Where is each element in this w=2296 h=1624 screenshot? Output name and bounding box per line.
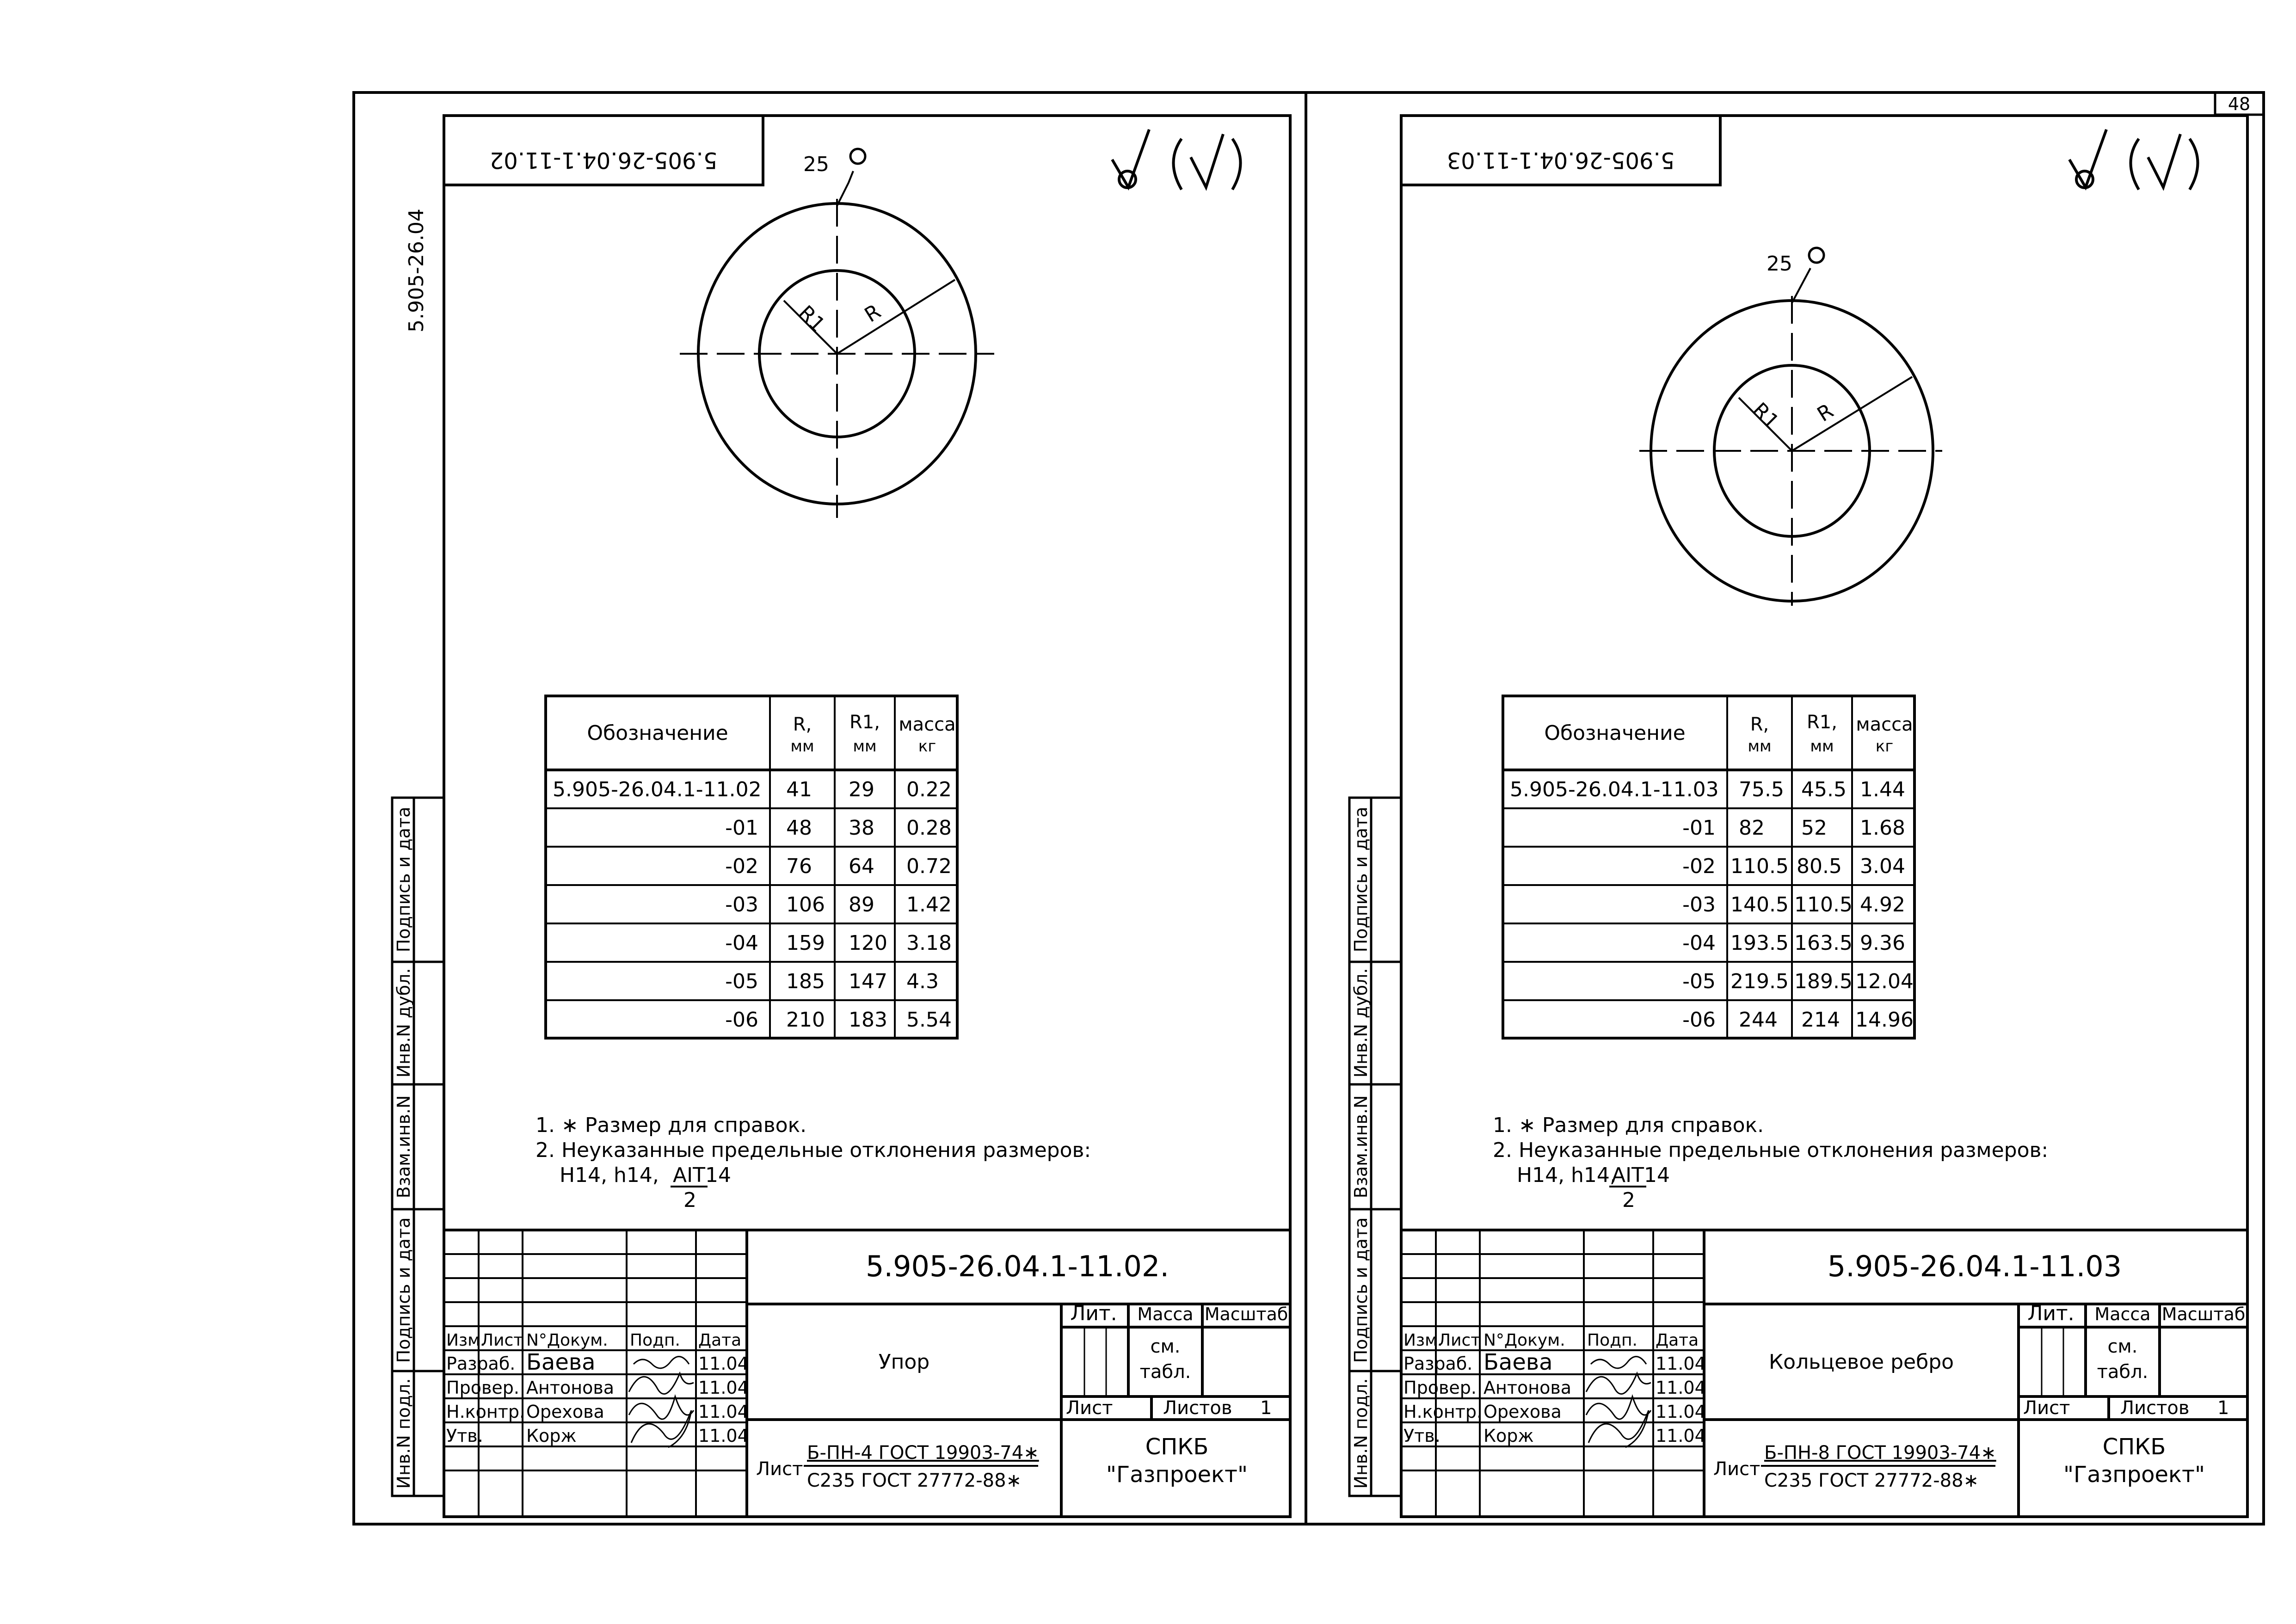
col-doc: N°Докум. (1483, 1331, 1565, 1350)
drawing-1-code-rotated: 5.905-26.04.1-11.02 (489, 147, 718, 173)
side-cell: Подпись и дата (1351, 806, 1371, 953)
role: Утв. (1403, 1426, 1440, 1446)
table-header-mass: масса (1856, 714, 1913, 735)
drawing-name: Упор (878, 1350, 930, 1374)
table-cell: -02 (725, 855, 758, 878)
table-cell: 38 (849, 816, 874, 840)
col-date: Дата (1656, 1331, 1699, 1350)
side-cell: Подпись и дата (1351, 1217, 1371, 1363)
table-cell: 4.3 (906, 970, 939, 993)
col-list: Лист (481, 1331, 523, 1350)
person-name: Антонова (526, 1378, 614, 1398)
note-tolerance-numerator: AIT14 (1612, 1163, 1670, 1187)
table-cell: 1.68 (1860, 816, 1905, 840)
table-cell: 140.5 (1730, 893, 1789, 917)
table-cell: 48 (786, 816, 812, 840)
table-cell: 89 (849, 893, 874, 917)
role: Н.контр. (446, 1402, 525, 1422)
side-code: 5.905-26.04 (405, 209, 428, 332)
material-line-1: Б-ПН-8 ГОСТ 19903-74∗ (1764, 1442, 1996, 1464)
org-name-2: "Газпроект" (1106, 1462, 1248, 1488)
sheet-label: Лист (2023, 1397, 2070, 1419)
person-name: Баева (1483, 1349, 1553, 1375)
material-line-2: С235 ГОСТ 27772-88∗ (807, 1470, 1022, 1491)
scale-label: Масштаб (2161, 1304, 2246, 1324)
mass-label: Масса (1137, 1304, 1194, 1324)
table-cell: 5.54 (906, 1008, 952, 1032)
note-1: 1. ∗ Размер для справок. (1493, 1113, 1764, 1137)
role: Утв. (446, 1426, 483, 1446)
table-cell: -01 (725, 816, 758, 840)
table-cell: 12.04 (1855, 970, 1914, 993)
material-line-2: С235 ГОСТ 27772-88∗ (1764, 1470, 1979, 1491)
sheet-label: Лист (1066, 1397, 1113, 1419)
table-cell: 110.5 (1730, 855, 1789, 878)
table-cell: -02 (1682, 855, 1716, 878)
table-cell: 3.18 (906, 931, 952, 955)
drawing-1-label-R: R (860, 299, 885, 327)
table-cell: 159 (786, 931, 825, 955)
table-cell: 189.5 (1794, 970, 1853, 993)
table-cell: -06 (725, 1008, 758, 1032)
role: Разраб. (1403, 1353, 1473, 1374)
material-line-1: Б-ПН-4 ГОСТ 19903-74∗ (807, 1442, 1039, 1464)
sheet-number: 48 (2228, 94, 2251, 114)
table-cell: 1.42 (906, 893, 952, 917)
table-cell: 163.5 (1794, 931, 1853, 955)
table-cell: -06 (1682, 1008, 1716, 1032)
table-cell: -04 (725, 931, 758, 955)
table-cell: 120 (849, 931, 887, 955)
sign-date: 11.04 (1656, 1426, 1706, 1446)
role: Разраб. (446, 1353, 516, 1374)
table-cell: -01 (1682, 816, 1716, 840)
role: Н.контр. (1403, 1402, 1483, 1422)
table-cell: 14.96 (1855, 1008, 1914, 1032)
col-sign: Подп. (630, 1331, 680, 1350)
table-header-R1-unit: мм (1810, 737, 1834, 756)
col-list: Лист (1438, 1331, 1481, 1350)
material-label: Лист (756, 1458, 803, 1480)
side-cell: Взам.инв.N (394, 1095, 414, 1199)
table-header-R1: R1, (849, 712, 880, 733)
table-cell: 75.5 (1739, 778, 1784, 801)
note-2: 2. Неуказанные предельные отклонения размеров: (1493, 1138, 2049, 1162)
drawing-code: 5.905-26.04.1-11.03 (1827, 1249, 2122, 1283)
role: Провер. (446, 1378, 519, 1398)
lit-label: Лит. (2027, 1302, 2074, 1325)
table-header-R-unit: мм (1748, 737, 1772, 756)
table-cell: 3.04 (1860, 855, 1905, 878)
mass-value-1: см. (2107, 1336, 2138, 1357)
note-tolerance-denominator: 2 (1622, 1188, 1635, 1212)
col-sign: Подп. (1587, 1331, 1637, 1350)
note-tolerance-numerator: AIT14 (673, 1163, 731, 1187)
table-cell: -03 (1682, 893, 1716, 917)
table-cell: 0.22 (906, 778, 952, 801)
table-cell: 29 (849, 778, 874, 801)
sign-date: 11.04 (1656, 1353, 1706, 1374)
side-cell: Инв.N дубл. (394, 968, 414, 1078)
note-1: 1. ∗ Размер для справок. (536, 1113, 807, 1137)
table-cell: 82 (1739, 816, 1765, 840)
side-cell: Взам.инв.N (1351, 1095, 1371, 1199)
lit-label: Лит. (1070, 1302, 1117, 1325)
drawing-name: Кольцевое ребро (1768, 1350, 1954, 1374)
table-cell: 185 (786, 970, 825, 993)
drawing-2-code-rotated: 5.905-26.04.1-11.03 (1447, 147, 1675, 173)
note-2: 2. Неуказанные предельные отклонения размеров: (536, 1138, 1091, 1162)
table-header-designation: Обозначение (587, 721, 728, 745)
table-header-mass: масса (899, 714, 956, 735)
side-cell: Подпись и дата (394, 806, 414, 953)
sheets-label: Листов (2120, 1397, 2190, 1419)
table-cell: 183 (849, 1008, 887, 1032)
note-tolerance-denominator: 2 (683, 1188, 696, 1212)
drawing-1-roughness-value: 25 (803, 153, 829, 176)
table-cell: 1.44 (1860, 778, 1905, 801)
sheets-label: Листов (1163, 1397, 1232, 1419)
scale-label: Масштаб (1204, 1304, 1288, 1324)
person-name: Корж (526, 1426, 577, 1446)
role: Провер. (1403, 1378, 1477, 1398)
mass-label: Масса (2094, 1304, 2151, 1324)
side-cell: Подпись и дата (394, 1217, 414, 1363)
table-cell: -03 (725, 893, 758, 917)
mass-value-2: табл. (1139, 1361, 1191, 1383)
org-name-2: "Газпроект" (2063, 1462, 2205, 1488)
table-cell: 41 (786, 778, 812, 801)
sign-date: 11.04 (698, 1353, 749, 1374)
table-header-R: R, (793, 714, 812, 735)
person-name: Антонова (1483, 1378, 1571, 1398)
drawing-code: 5.905-26.04.1-11.02. (865, 1249, 1170, 1283)
table-header-mass-unit: кг (1875, 737, 1894, 756)
side-cell: Инв.N дубл. (1351, 968, 1371, 1078)
table-cell: 45.5 (1801, 778, 1847, 801)
col-date: Дата (698, 1331, 742, 1350)
table-cell: 76 (786, 855, 812, 878)
sheets-value: 1 (2217, 1397, 2229, 1419)
org-name-1: СПКБ (1145, 1434, 1209, 1460)
person-name: Баева (526, 1349, 596, 1375)
table-cell: 210 (786, 1008, 825, 1032)
sign-date: 11.04 (698, 1402, 749, 1422)
table-cell: -05 (1682, 970, 1716, 993)
table-header-R1: R1, (1807, 712, 1837, 733)
table-cell: 0.28 (906, 816, 952, 840)
table-header-R-unit: мм (790, 737, 814, 756)
table-header-mass-unit: кг (918, 737, 936, 756)
sheets-value: 1 (1260, 1397, 1272, 1419)
note-tolerance-prefix: H14, h14, (1517, 1163, 1616, 1187)
mass-value-2: табл. (2097, 1361, 2148, 1383)
mass-value-1: см. (1150, 1336, 1181, 1357)
table-header-designation: Обозначение (1544, 721, 1686, 745)
col-izm: Изм. (1403, 1331, 1443, 1350)
table-cell: 244 (1739, 1008, 1778, 1032)
org-name-1: СПКБ (2102, 1434, 2166, 1460)
table-cell: 4.92 (1860, 893, 1905, 917)
table-header-R1-unit: мм (853, 737, 877, 756)
drawing-2-label-R: R (1813, 399, 1838, 427)
sign-date: 11.04 (698, 1378, 749, 1398)
person-name: Корж (1483, 1426, 1534, 1446)
table-cell: 193.5 (1730, 931, 1789, 955)
table-header-R: R, (1750, 714, 1769, 735)
material-label: Лист (1713, 1458, 1760, 1480)
person-name: Орехова (526, 1402, 604, 1422)
table-cell: 147 (849, 970, 887, 993)
drawing-1-label-R1: R1 (794, 301, 830, 337)
person-name: Орехова (1483, 1402, 1562, 1422)
table-cell: -04 (1682, 931, 1716, 955)
sign-date: 11.04 (1656, 1378, 1706, 1398)
table-cell: 219.5 (1730, 970, 1789, 993)
table-cell: 106 (786, 893, 825, 917)
table-cell: 110.5 (1794, 893, 1853, 917)
table-cell: 52 (1801, 816, 1827, 840)
table-cell: 5.905-26.04.1-11.02 (553, 778, 762, 801)
note-tolerance-prefix: H14, h14, (560, 1163, 659, 1187)
table-cell: 9.36 (1860, 931, 1905, 955)
drawing-2-label-R1: R1 (1748, 398, 1784, 434)
col-izm: Изм. (446, 1331, 486, 1350)
drawing-2-roughness-value: 25 (1767, 252, 1792, 276)
sign-date: 11.04 (1656, 1402, 1706, 1422)
table-cell: 214 (1801, 1008, 1840, 1032)
side-cell: Инв.N подл. (1351, 1378, 1371, 1489)
table-cell: 0.72 (906, 855, 952, 878)
side-cell: Инв.N подл. (394, 1378, 414, 1489)
table-cell: 64 (849, 855, 874, 878)
table-cell: -05 (725, 970, 758, 993)
sign-date: 11.04 (698, 1426, 749, 1446)
table-cell: 80.5 (1797, 855, 1842, 878)
col-doc: N°Докум. (526, 1331, 608, 1350)
table-cell: 5.905-26.04.1-11.03 (1510, 778, 1719, 801)
